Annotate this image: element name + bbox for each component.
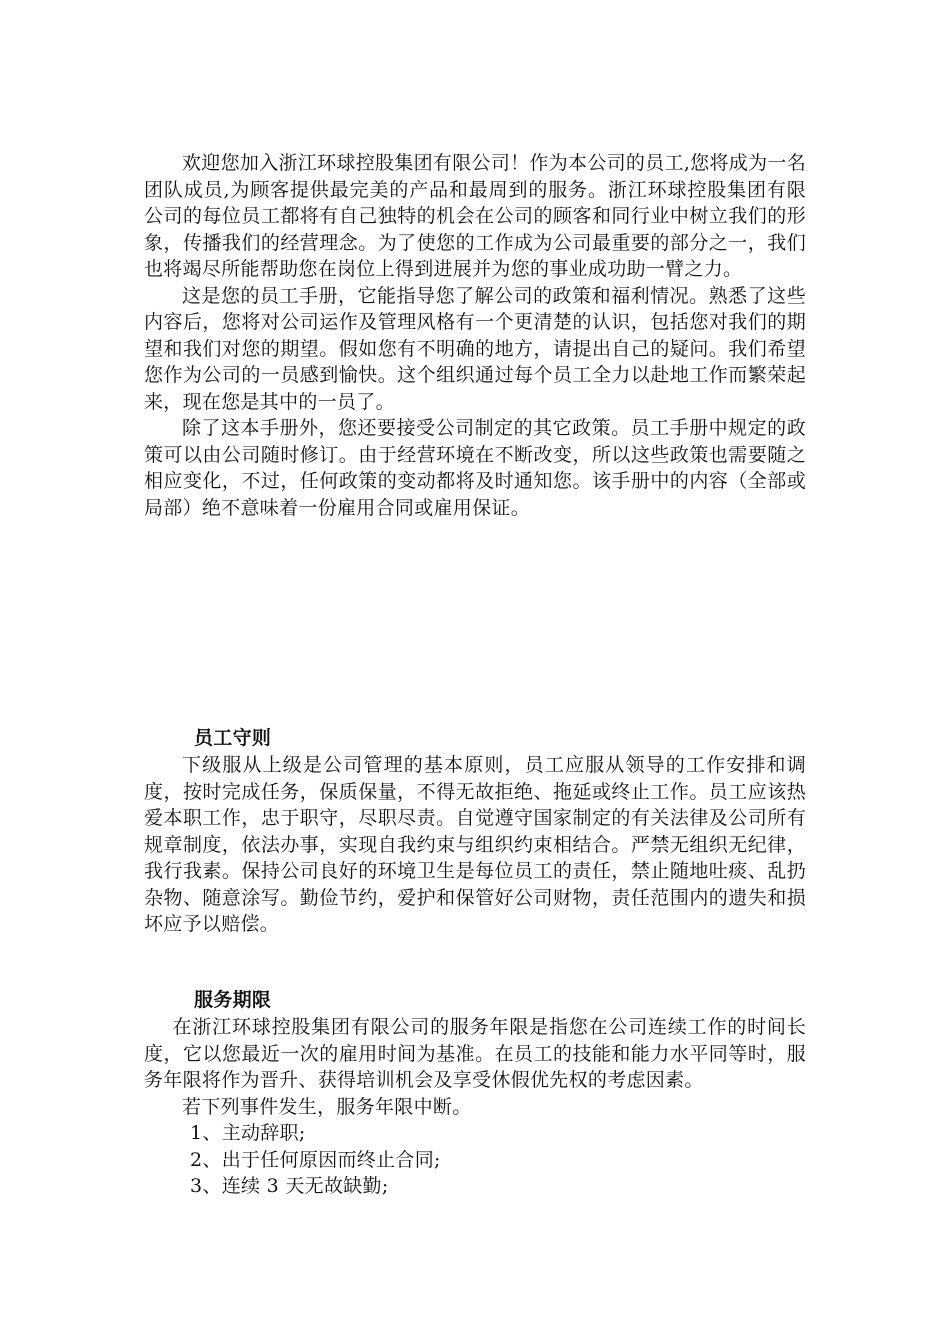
- service-term-section: [144, 986, 806, 1200]
- employee-rules-section: [144, 724, 806, 938]
- employee-rules-body: 下级服从上级是公司管理的基本原则，员工应服从领导的工作安排和调度，按时完成任务，保质保量，不得无故拒绝、拖延或终止工作。员工应该热爱本职工作，忠于职守，尽职尽责。自觉遵守国家制定的有关法律及公司所有规章制度，依法办事，实现自我约束与组织约束相结合。严禁无组织无纪律，我行我素。保持公司良好的环境卫生是每位员工的责任，禁止随地吐痰、乱扔杂物、随意涂写。勤俭节约，爱护和保管好公司财物，责任范围内的遗失和损坏应予以赔偿。: [144, 754, 806, 935]
- service-term-heading: 服务期限: [194, 989, 272, 1011]
- intro-paragraph-welcome: 欢迎您加入浙江环球控股集团有限公司！作为本公司的员工,您将成为一名团队成员,为顾客提供最完美的产品和最周到的服务。浙江环球控股集团有限公司的每位员工都将有自己独特的机会在公司的顾客和同行业中树立我们的形象，传播我们的经营理念。为了使您的工作成为公司最重要的部分之一，我们也将竭尽所能帮助您在岗位上得到进展并为您的事业成功助一臂之力。: [144, 152, 806, 280]
- service-interrupt-item: 2、出于任何原因而终止合同;: [190, 1148, 441, 1171]
- service-term-body: 在浙江环球控股集团有限公司的服务年限是指您在公司连续工作的时间长度，它以您最近一次的雇用时间为基准。在员工的技能和能力水平同等时，服务年限将作为晋升、获得培训机会及享受休假优先权的考虑因素。: [144, 1016, 806, 1091]
- service-interrupt-item: 1、主动辞职;: [190, 1122, 306, 1144]
- intro-paragraph-policies: 除了这本手册外，您还要接受公司制定的其它政策。员工手册中规定的政策可以由公司随时修订。由于经营环境在不断改变，所以这些政策也需要随之相应变化，不过，任何政策的变动都将及时通知您。该手册中的内容（全部或局部）绝不意味着一份雇用合同或雇用保证。: [144, 417, 806, 519]
- intro-section: [144, 150, 806, 521]
- intro-paragraph-handbook: 这是您的员工手册，它能指导您了解公司的政策和福利情况。熟悉了这些内容后，您将对公司运作及管理风格有一个更清楚的认识，包括您对我们的期望和我们对您的期望。假如您有不明确的地方，请提出自己的疑问。我们希望您作为公司的一员感到愉快。这个组织通过每个员工全力以赴地工作而繁荣起来，现在您是其中的一员了。: [144, 284, 806, 413]
- service-interrupt-item: 3、连续 3 天无故缺勤;: [190, 1175, 389, 1197]
- service-interrupt-intro: 若下列事件发生，服务年限中断。: [182, 1095, 472, 1118]
- employee-rules-heading: 员工守则: [194, 727, 272, 749]
